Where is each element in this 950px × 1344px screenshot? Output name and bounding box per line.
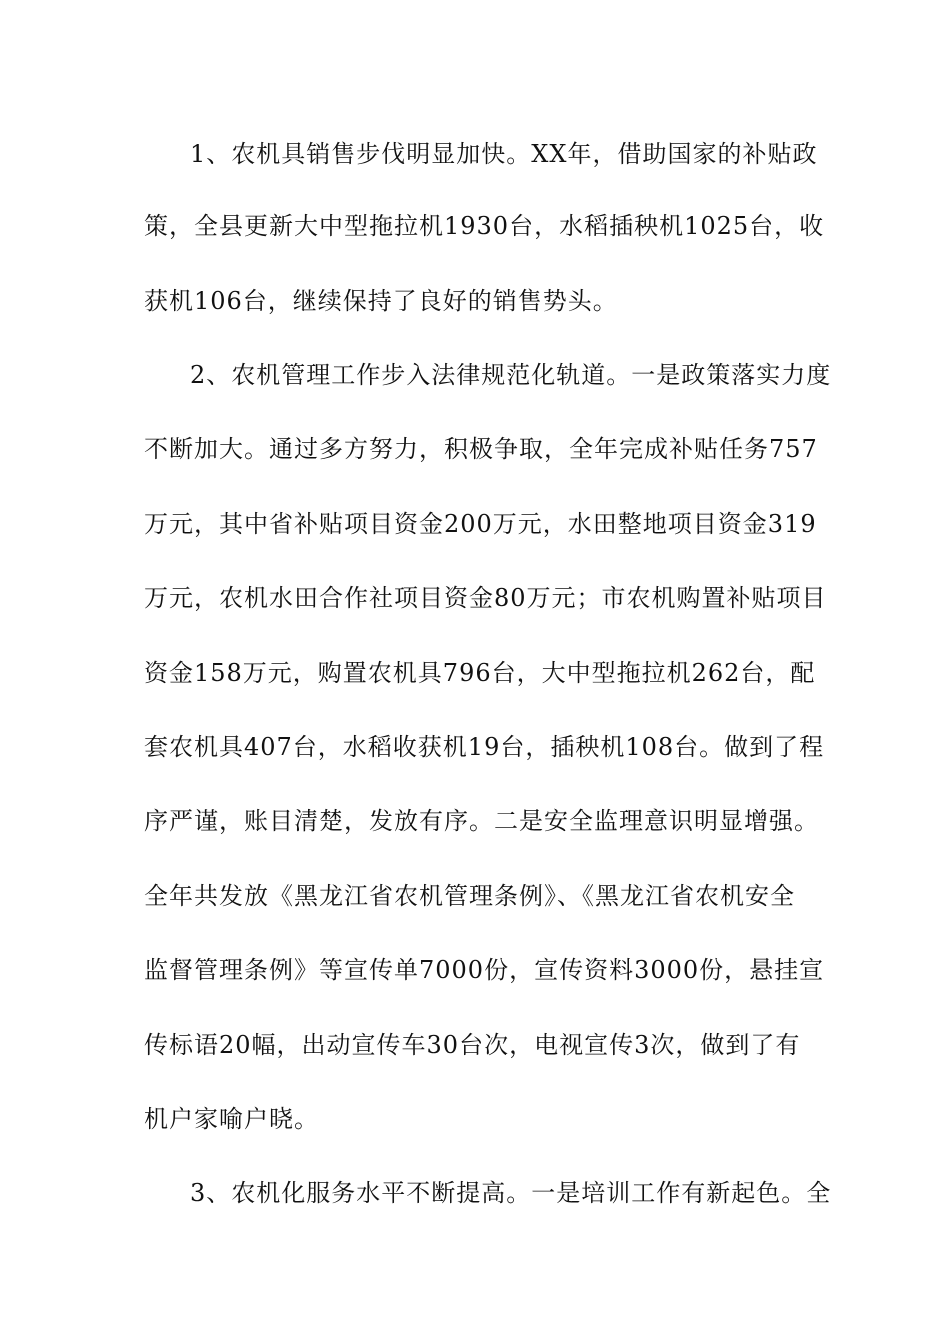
paragraph-2-line-2: 不断加大。通过多方努力，积极争取，全年完成补贴任务757 xyxy=(144,435,818,463)
paragraph-1-line-3: 获机106台，继续保持了良好的销售势头。 xyxy=(144,287,618,315)
paragraph-2-line-6: 套农机具407台，水稻收获机19台，插秧机108台。做到了程 xyxy=(144,733,825,761)
paragraph-2-line-9: 监督管理条例》等宣传单7000份，宣传资料3000份，悬挂宣 xyxy=(144,956,825,984)
paragraph-1-line-2: 策，全县更新大中型拖拉机1930台，水稻插秧机1025台，收 xyxy=(144,212,825,240)
paragraph-2-line-3: 万元，其中省补贴项目资金200万元，水田整地项目资金319 xyxy=(144,510,817,538)
paragraph-2-line-8: 全年共发放《黑龙江省农机管理条例》、《黑龙江省农机安全 xyxy=(144,882,795,910)
paragraph-2-line-5: 资金158万元，购置农机具796台，大中型拖拉机262台，配 xyxy=(144,659,816,687)
paragraph-1-line-1: 1、农机具销售步伐明显加快。XX年，借助国家的补贴政 xyxy=(190,140,818,168)
paragraph-2-line-4: 万元，农机水田合作社项目资金80万元；市农机购置补贴项目 xyxy=(144,584,827,612)
paragraph-2-line-1: 2、农机管理工作步入法律规范化轨道。一是政策落实力度 xyxy=(190,361,832,389)
paragraph-3-line-1: 3、农机化服务水平不断提高。一是培训工作有新起色。全 xyxy=(190,1179,832,1207)
paragraph-2-line-11: 机户家喻户晓。 xyxy=(144,1105,319,1133)
paragraph-2-line-7: 序严谨，账目清楚，发放有序。二是安全监理意识明显增强。 xyxy=(144,807,819,835)
paragraph-2-line-10: 传标语20幅，出动宣传车30台次，电视宣传3次，做到了有 xyxy=(144,1031,801,1059)
